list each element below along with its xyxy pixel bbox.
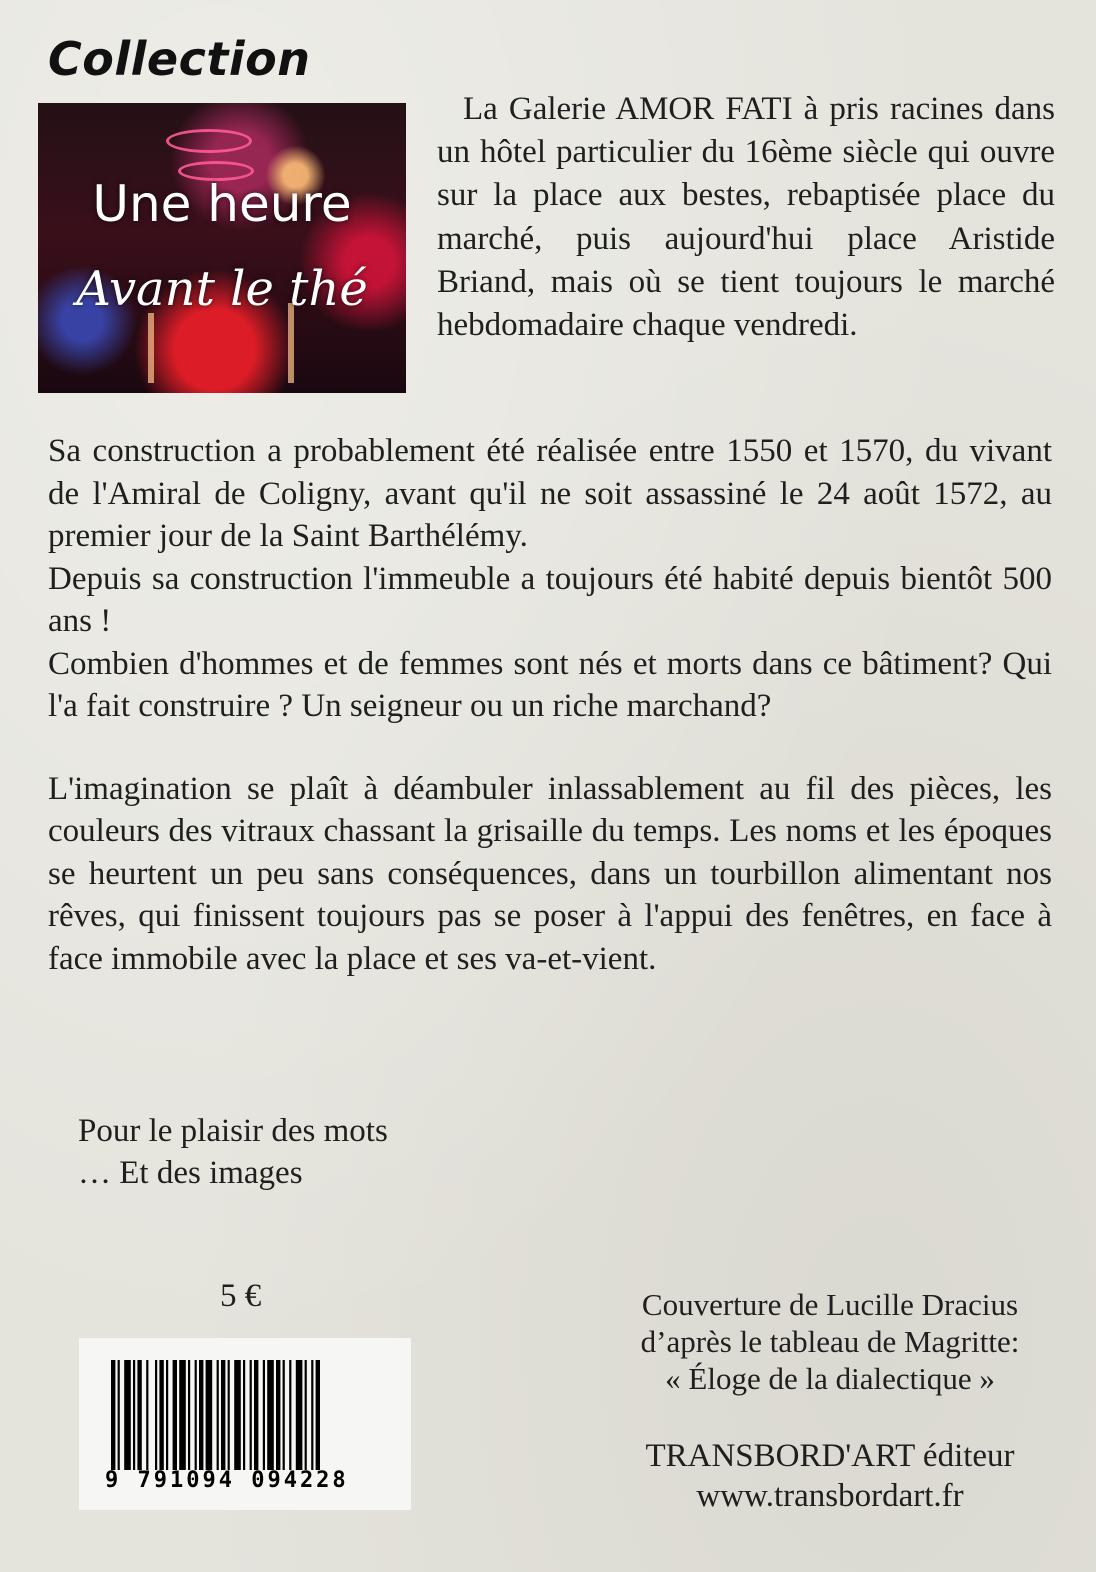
body-paragraph: Combien d'hommes et de femmes sont nés et morts dans ce bâtiment? Qui l'a fait construire ? Un seigneur ou un riche marchand? <box>48 645 1052 724</box>
collection-title: Collection <box>48 32 311 86</box>
intro-text: La Galerie AMOR FATI à pris racines dans un hôtel particulier du 16ème siècle qui ouvre sur la place aux bestes, rebaptisée place du marché, puis aujourd'hui place Aristide Briand, mais où se tient toujours le marché hebdomadaire chaque vendredi. <box>437 91 1055 344</box>
body-text <box>48 430 1052 980</box>
closing-lines <box>78 1110 388 1194</box>
barcode-bars-icon <box>111 1360 385 1470</box>
body-paragraph: Sa construction a probablement été réalisée entre 1550 et 1570, du vivant de l'Amiral de Coligny, avant qu'il ne soit assassiné le 24 août 1572, au premier jour de la Saint Barthélémy. <box>48 433 1052 554</box>
credit-line: Couverture de Lucille Dracius <box>641 1287 1019 1322</box>
barcode-digits: 9 791094 094228 <box>105 1468 349 1493</box>
closing-line: … Et des images <box>78 1155 303 1191</box>
credit-line: « Éloge de la dialectique » <box>665 1361 995 1396</box>
closing-line: Pour le plaisir des mots <box>78 1113 388 1149</box>
thumbnail-subtitle: Avant le thé <box>76 261 368 317</box>
barcode <box>79 1338 411 1510</box>
price-label: 5 € <box>220 1278 262 1314</box>
body-paragraph: L'imagination se plaît à déambuler inlassablement au fil des pièces, les couleurs des vitraux chassant la grisaille du temps. Les noms et les époques se heurtent un peu sans conséquences, dans un tourbillon alimentant nos rêves, qui finissent toujours pas se poser à l'appui des fenêtres, en face à face immobile avec la place et ses va-et-vient. <box>48 770 1052 977</box>
cover-credits <box>600 1286 1060 1397</box>
publisher-name: TRANSBORD'ART éditeur <box>645 1438 1015 1474</box>
neon-ring-decoration <box>166 129 252 153</box>
intro-paragraph <box>437 88 1055 347</box>
credit-line: d’après le tableau de Magritte: <box>640 1324 1020 1359</box>
publisher-website: www.transbordart.fr <box>696 1478 964 1514</box>
cover-thumbnail <box>38 103 406 393</box>
thumbnail-title: Une heure <box>92 175 352 233</box>
light-reflection-decoration <box>148 313 154 383</box>
publisher-block <box>600 1436 1060 1516</box>
body-paragraph: Depuis sa construction l'immeuble a toujours été habité depuis bientôt 500 ans ! <box>48 560 1052 639</box>
